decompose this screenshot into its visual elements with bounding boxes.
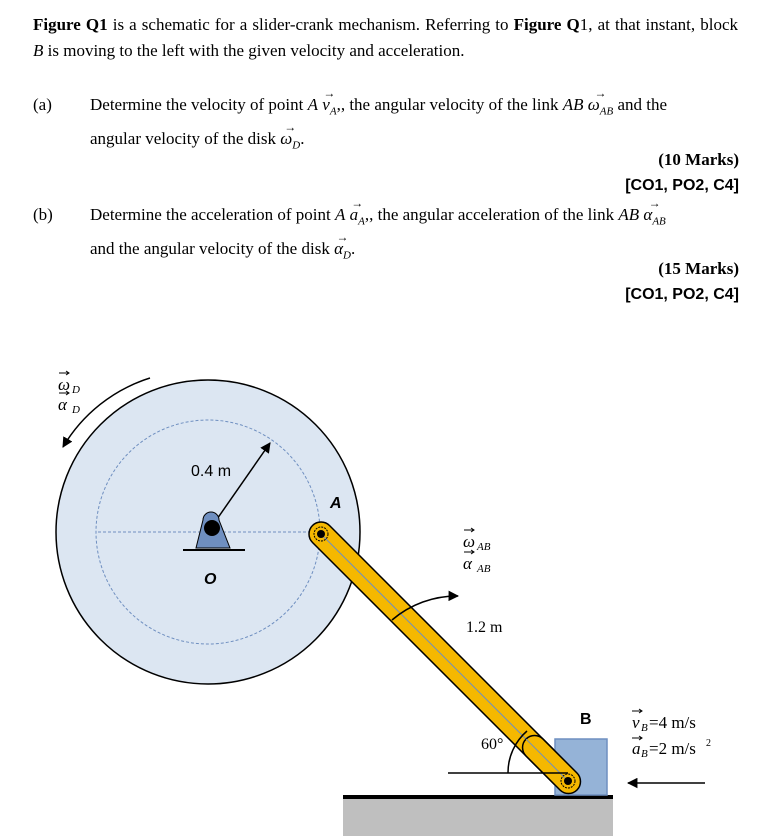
intro-text: is a schematic for a slider-crank mechanism. Referring to — [107, 15, 514, 34]
omega-d-label: ω — [58, 375, 71, 394]
question-text: Determine the acceleration of point — [90, 205, 335, 224]
symbol-sub: A — [358, 215, 365, 228]
part-a-marks: (10 Marks) — [658, 150, 739, 169]
intro-text: 1, at that instant, block — [579, 15, 738, 34]
question-text: , the angular velocity of the link — [340, 95, 563, 114]
symbol-char: a — [349, 205, 359, 224]
angle-label: 60° — [481, 736, 504, 753]
question-text: and the — [613, 95, 668, 114]
pin-a — [317, 530, 325, 538]
symbol-char: v — [322, 95, 330, 114]
symbol-char: ω — [587, 95, 600, 114]
question-text: and the angular velocity of the disk — [90, 239, 335, 259]
vb-value: =4 m/s — [649, 713, 696, 732]
link-length-label: 1.2 m — [466, 619, 503, 636]
question-text: , the angular acceleration of the link — [369, 205, 619, 224]
ab-acc-value: =2 m/s — [649, 739, 696, 758]
symbol-sub: A — [329, 105, 337, 118]
link-symbol: AB — [618, 205, 640, 224]
symbol-sub: D — [292, 139, 301, 152]
alpha-d-sub: D — [72, 404, 80, 416]
ab-acc-exp: 2 — [706, 738, 711, 749]
ab-acc-label: a — [632, 739, 641, 758]
omega-ab-label: ω — [463, 532, 476, 551]
link-symbol: AB — [562, 95, 584, 114]
punct: . — [350, 239, 356, 259]
block-symbol: B — [33, 41, 44, 60]
part-b-marks: (15 Marks) — [658, 259, 739, 278]
point-b-label: B — [580, 711, 592, 728]
center-label: O — [204, 571, 217, 588]
point-symbol: A — [307, 95, 319, 114]
part-a-co: [CO1, PO2, C4] — [625, 177, 739, 194]
part-b-label: (b) — [33, 205, 53, 224]
omega-ab-sub: AB — [477, 541, 491, 553]
symbol-sub: AB — [599, 105, 614, 118]
question-text: Determine the velocity of point — [90, 95, 308, 114]
alpha-ab-label: α — [463, 554, 472, 573]
punct: , — [336, 95, 341, 114]
alpha-d-label: α — [58, 395, 67, 414]
punct: , — [364, 205, 370, 224]
ground-hatch — [343, 797, 613, 836]
part-b-co: [CO1, PO2, C4] — [625, 286, 739, 303]
punct: . — [300, 129, 305, 149]
ab-acc-sub: B — [641, 748, 648, 760]
vb-sub: B — [641, 722, 648, 734]
omega-d-sub: D — [72, 384, 80, 396]
point-a-label: A — [330, 495, 342, 512]
pin-o — [204, 520, 220, 536]
question-text: angular velocity of the disk — [90, 129, 281, 149]
symbol-char: α — [334, 239, 344, 259]
figure-ref: Figure Q1 — [33, 15, 108, 34]
point-symbol: A — [334, 205, 346, 224]
part-a-label: (a) — [33, 95, 52, 114]
pin-b — [564, 777, 572, 785]
figure-ref: Figure Q — [513, 15, 580, 34]
symbol-sub: D — [343, 249, 351, 262]
symbol-char: α — [643, 205, 653, 224]
alpha-ab-sub: AB — [477, 563, 491, 575]
radius-label: 0.4 m — [191, 463, 232, 480]
vb-label: v — [632, 713, 640, 732]
symbol-char: ω — [280, 129, 293, 149]
intro-text: is moving to the left with the given velocity and acceleration. — [43, 41, 465, 60]
symbol-sub: AB — [652, 215, 666, 228]
